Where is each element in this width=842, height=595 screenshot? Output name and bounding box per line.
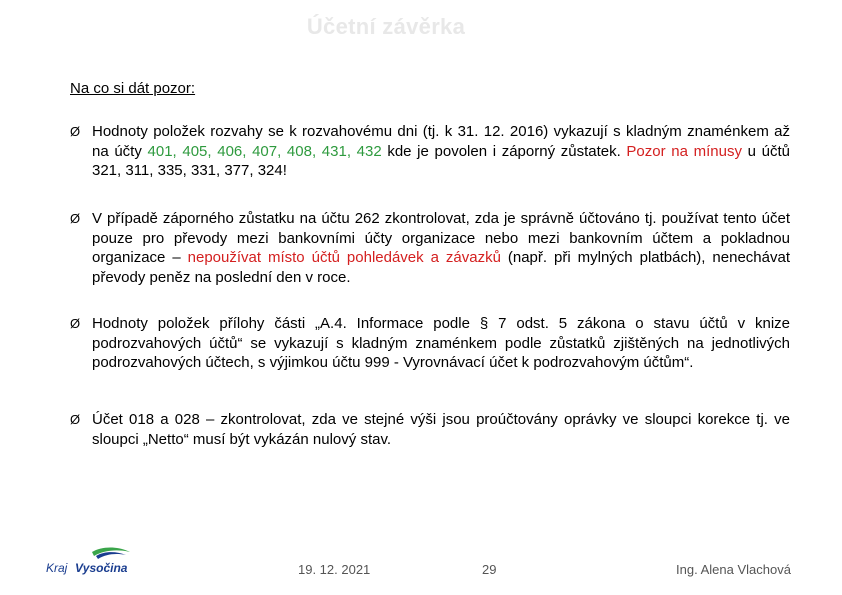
slide-title: Účetní závěrka [306, 14, 466, 39]
footer-author: Ing. Alena Vlachová [676, 562, 791, 577]
logo-text-kraj: Kraj [46, 561, 68, 575]
arrow-bullet-icon: Ø [70, 412, 81, 427]
logo-text-vysocina: Vysočina [75, 561, 128, 575]
highlight-warning: Pozor na mínusy [626, 142, 742, 160]
bullet-text: Hodnoty položek přílohy části „A.4. Informace podle § 7 odst. 5 zákona o stavu účtů v knize podrozvahových účtů“ se vykazují s kladným znaménkem podle zůstatků zjištěných na jednotlivých podrozvahových účtech, s výjimkou účtu 999 - Vyrovnávací účet k podrozvahovým účtům“. [92, 315, 790, 371]
highlight-warning: nepoužívat místo účtů pohledávek a závazků [187, 249, 501, 266]
bullet-item-3 [70, 314, 790, 373]
bullet-text: Účet 018 a 028 – zkontrolovat, zda ve stejné výši jsou proúčtovány oprávky ve sloupci korekce tj. ve sloupci „Netto“ musí být vykázán nulový stav. [92, 411, 790, 448]
arrow-bullet-icon: Ø [70, 124, 81, 139]
bullet-item-1 [70, 122, 790, 181]
footer-date: 19. 12. 2021 [298, 562, 371, 577]
kraj-vysocina-logo [44, 544, 136, 578]
arrow-bullet-icon: Ø [70, 316, 81, 331]
highlight-accounts: 401, 405, 406, 407, 408, 431, 432 [147, 142, 382, 160]
page-number: 29 [482, 562, 497, 577]
bullet-item-4 [70, 410, 790, 449]
bullet-text: V případě záporného zůstatku na účtu 262 zkontrolovat, zda je správně účtováno tj. používat tento účet pouze pro převody mezi bankovními účty organizace nebo mezi bankovním účtem a pokladnou organizace – nepoužívat místo účtů pohledávek a závazků (např. při mylných platbách), nenechávat převody peněz na poslední den v roce. [92, 210, 790, 286]
bullet-item-2 [70, 209, 790, 287]
bullet-text: Hodnoty položek rozvahy se k rozvahovému dni (tj. k 31. 12. 2016) vykazují s kladným znaménkem až na účty 401, 405, 406, 407, 408, 431, 432 kde je povolen i záporný zůstatek. Pozor na mínusy u účtů 321, 311, 335, 331, 377, 324! [92, 123, 790, 179]
arrow-bullet-icon: Ø [70, 211, 81, 226]
subheading: Na co si dát pozor: [70, 80, 196, 97]
